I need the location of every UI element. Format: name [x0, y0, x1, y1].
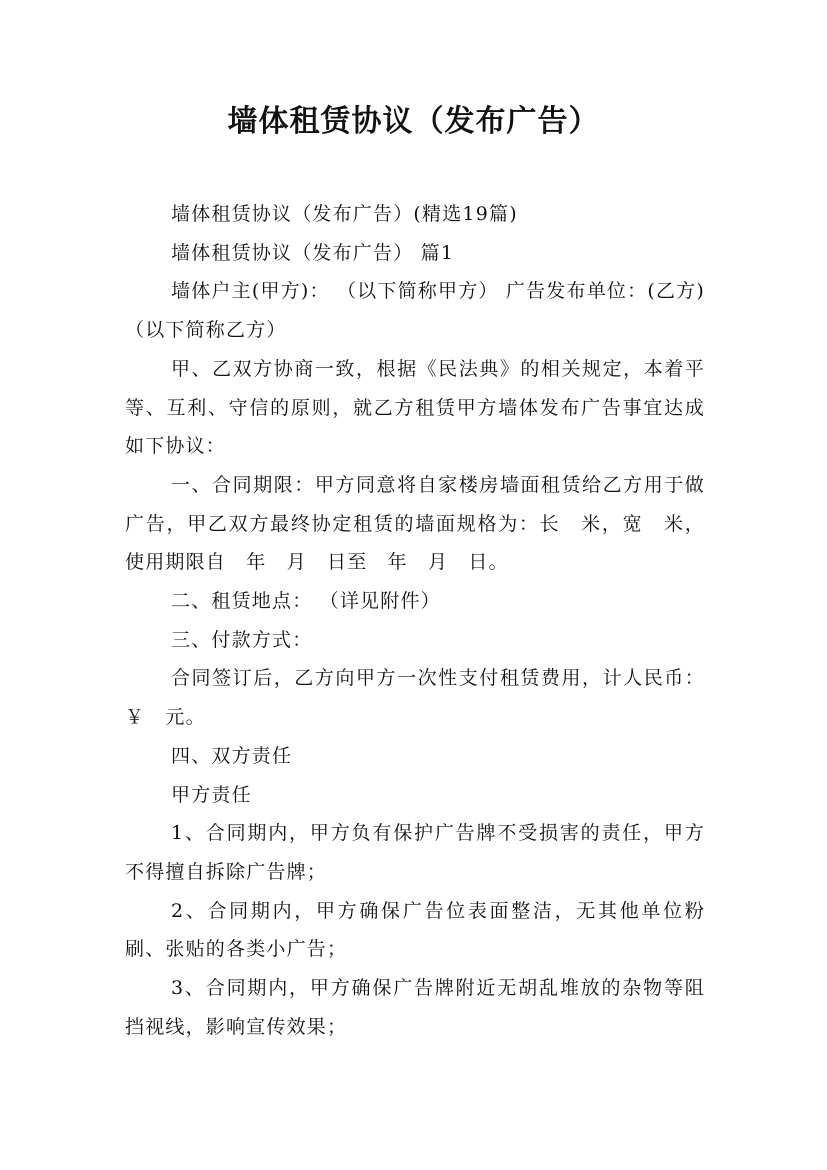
paragraph-preamble: 甲、乙双方协商一致，根据《民法典》的相关规定，本着平等、互利、守信的原则，就乙方租赁甲方墙体发布广告事宜达成如下协议： — [125, 357, 705, 458]
paragraph-party-a-item-1: 1、合同期内，甲方负有保护广告牌不受损害的责任，甲方不得擅自拆除广告牌； — [125, 822, 705, 883]
paragraph-party-a-item-3: 3、合同期内，甲方确保广告牌附近无胡乱堆放的杂物等阻挡视线，影响宣传效果； — [125, 977, 705, 1038]
paragraph-parties: 墙体户主(甲方)： （以下简称甲方） 广告发布单位：(乙方) （以下简称乙方） — [125, 280, 705, 342]
paragraph-lease-location: 二、租赁地点： （详见附件） — [171, 590, 441, 613]
paragraph-section-heading: 墙体租赁协议（发布广告） 篇1 — [171, 241, 455, 264]
paragraph-intro: 墙体租赁协议（发布广告）(精选19篇) — [171, 203, 518, 225]
paragraph-party-a-heading: 甲方责任 — [171, 783, 252, 806]
paragraph-payment-detail: 合同签订后，乙方向甲方一次性支付租赁费用，计人民币：￥ 元。 — [125, 667, 705, 729]
document-title: 墙体租赁协议（发布广告） — [227, 104, 600, 139]
paragraph-payment-heading: 三、付款方式： — [171, 628, 313, 651]
paragraph-responsibilities-heading: 四、双方责任 — [171, 744, 293, 767]
document-body — [125, 195, 705, 1046]
paragraph-party-a-item-2: 2、合同期内，甲方确保广告位表面整洁，无其他单位粉刷、张贴的各类小广告； — [125, 899, 705, 961]
paragraph-contract-term: 一、合同期限：甲方同意将自家楼房墙面租赁给乙方用于做广告，甲乙双方最终协定租赁的墙面规格为：长 米，宽 米，使用期限自 年 月 日至 年 月 日。 — [125, 473, 705, 574]
